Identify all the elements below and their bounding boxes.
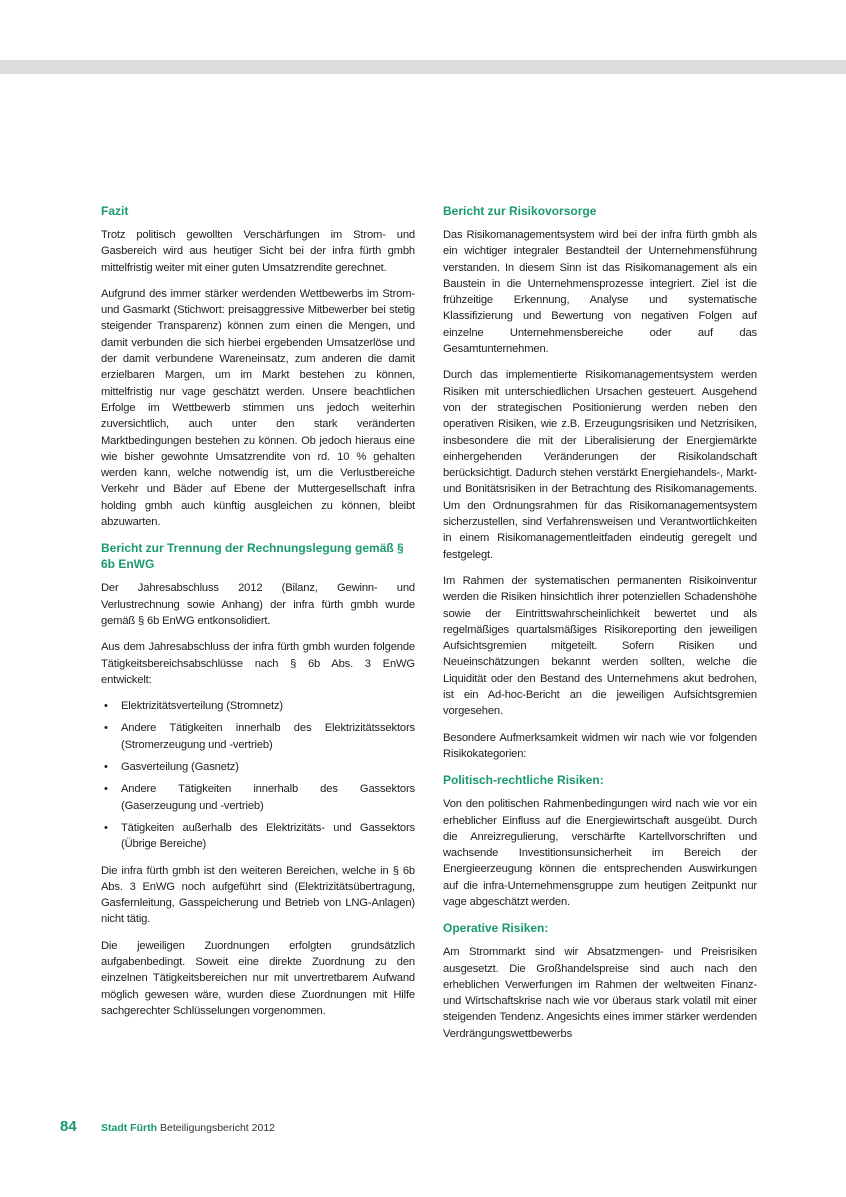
trennung-paragraph-4: Die jeweiligen Zuordnungen erfolgten grundsätzlich aufgabenbedingt. Soweit eine direkte Zuordnung zu den einzelnen Tätigkeitsbereichen nur mit unvertretbarem Aufwand möglich gewesen wäre, wurden diese Zuordnungen mit Hilfe sachgerechter Schlüsselungen vorgenommen.	[101, 939, 415, 1017]
bullet-icon: •	[104, 821, 108, 834]
heading-politisch: Politisch-rechtliche Risiken:	[443, 773, 604, 788]
right-column	[443, 203, 757, 1052]
bullet-icon: •	[104, 722, 108, 735]
operativ-paragraph: Am Strommarkt sind wir Absatzmengen- und Preisrisiken ausgesetzt. Die Großhandelspreise sind auch nach den erheblichen Verwerfungen im Rahmen der weltweiten Finanz- und Wirtschaftskrise nach wie vor überaus stark volatil mit einer steigenden Tendenz. Angesichts eines immer stärker werdenden Verdrängungswettbewerbs	[443, 946, 757, 1040]
bullet-icon: •	[104, 700, 108, 713]
heading-fazit: Fazit	[101, 204, 129, 218]
risiko-paragraph-3: Im Rahmen der systematischen permanenten Risikoinventur werden die Risiken hinsichtlich ihrer potenziellen Schadenshöhe sowie der Eintrittswahrscheinlichkeit bewertet und als regelmäßiges quartalsmäßiges Risikoreporting den jeweiligen Aufsichtsgremien mitgeteilt. Sofern Risiken und Neueinschätzungen bekannt werden sollten, welche die Liquidität oder den Bestand des Unternehmens akut bedrohen, ist ein Ad-hoc-Bericht an die jeweiligen Aufsichtsgremien vorgesehen.	[443, 574, 757, 718]
list-item: • Andere Tätigkeiten innerhalb des Elektrizitätssektors (Stromerzeugung und -vertrieb)	[104, 722, 415, 751]
left-column	[101, 203, 415, 1029]
heading-trennung: Bericht zur Trennung der Rechnungslegung gemäß § 6b EnWG	[101, 541, 404, 572]
trennung-paragraph-3: Die infra fürth gmbh ist den weiteren Bereichen, welche in § 6b Abs. 3 EnWG noch aufgeführt sind (Elektrizitätsübertragung, Gasfernleitung, Gasspeicherung und Betrieb von LNG-Anlagen) nicht tätig.	[101, 864, 415, 926]
risiko-paragraph-2: Durch das implementierte Risikomanagementsystem werden Risiken mit unterschiedlichen Ursachen gesteuert. Ausgehend von der strategischen Positionierung werden neben den operativen Risiken, wie z.B. Erzeugungsrisiken und Netzrisiken, insbesondere die mit der Liberalisierung der Energiemärkte einhergehenden Veränderungen der Risikolandschaft berücksichtigt. Dadurch stehen verstärkt Energiehandels-, Markt- und Bonitätsrisiken in der Betrachtung des Risikomanagements. Um den Ordnungsrahmen für das Risikomanagementsystem sicherzustellen, sind Verfahrensweisen und Verantwortlichkeiten in einem Risikomanagementleitfaden eindeutig geregelt und festgelegt.	[443, 369, 757, 561]
heading-operativ: Operative Risiken:	[443, 921, 549, 936]
risiko-paragraph-1: Das Risikomanagementsystem wird bei der infra fürth gmbh als ein wichtiger integraler Bestandteil der Unternehmensführung verstanden. In diesem Sinn ist das Risikomanagement als ein Baustein in die Unternehmensprozesse integriert. Ziel ist die frühzeitige Erkennung, Analyse und systematische Klassifizierung und Bewertung von negativen Folgen auf einzelne Unternehmensbereiche oder auf das Gesamtunternehmen.	[443, 229, 757, 356]
activity-list	[101, 698, 415, 852]
heading-risikovorsorge: Bericht zur Risikovorsorge	[443, 204, 597, 218]
trennung-paragraph-1: Der Jahresabschluss 2012 (Bilanz, Gewinn- und Verlustrechnung sowie Anhang) der infra fürth gmbh wurde gemäß § 6b EnWG entkonsolidiert.	[101, 582, 415, 627]
list-item: • Elektrizitätsverteilung (Stromnetz)	[101, 698, 415, 714]
fazit-paragraph-1: Trotz politisch gewollten Verschärfungen im Strom- und Gasbereich wird aus heutiger Sicht bei der infra fürth gmbh mittelfristig weiter mit einer guten Umsatzrendite gerechnet.	[101, 229, 415, 274]
bullet-icon: •	[104, 783, 108, 796]
list-item: • Gasverteilung (Gasnetz)	[101, 759, 415, 775]
politisch-paragraph: Von den politischen Rahmenbedingungen wird nach wie vor ein erheblicher Einfluss auf die Energiewirtschaft ausgeübt. Durch die Anreizregulierung, verschärfte Kartellvorschriften und wachsende Investitionsunsicherheit im Bereich der Energieerzeugung können die entsprechenden Auswirkungen auf die infra-Unternehmensgruppe zum heutigen Zeitpunkt nur vage abgeschätzt werden.	[443, 798, 757, 908]
list-item: • Tätigkeiten außerhalb des Elektrizitäts- und Gassektors (Übrige Bereiche)	[104, 821, 415, 851]
page-number: 84	[60, 1118, 77, 1135]
footer-subtitle: Beteiligungsbericht 2012	[160, 1122, 275, 1134]
top-gray-band	[0, 60, 846, 74]
list-item: • Andere Tätigkeiten innerhalb des Gassektors (Gaserzeugung und -vertrieb)	[104, 783, 415, 812]
footer-brand: Stadt Fürth	[101, 1122, 157, 1134]
risiko-paragraph-4: Besondere Aufmerksamkeit widmen wir nach wie vor folgenden Risikokategorien:	[443, 731, 757, 760]
trennung-paragraph-2: Aus dem Jahresabschluss der infra fürth gmbh wurden folgende Tätigkeitsbereichsabschlüsse nach § 6b Abs. 3 EnWG entwickelt:	[101, 641, 415, 686]
page-footer	[60, 1118, 275, 1135]
fazit-paragraph-2: Aufgrund des immer stärker werdenden Wettbewerbs im Strom- und Gasmarkt (Stichwort: preisaggressive Mitbewerber bei stetig steigender Transparenz) können zum einen die Mengen, und damit verbunden die sich hierbei ergebenden Umsatzerlöse und der damit verbundene Wareneinsatz, zum anderen die damit erzielbaren Margen, um im Markt bestehen zu können, mittelfristig nur vage geschätzt werden. Unsere beachtlichen Erfolge im Wettbewerb stimmen uns jedoch weiterhin zuversichtlich, auch unter den stark veränderten Marktbedingungen bestehen zu können. Ob jedoch hieraus eine wie bisher gewohnte Umsatzrendite von rd. 10 % gehalten werden kann, welche notwendig ist, um die Verlustbereiche Verkehr und Bäder auf Ebene der Muttergesellschaft infra holding gmbh auch künftig ausgleichen zu können, bleibt abzuwarten.	[101, 287, 415, 529]
bullet-icon: •	[104, 761, 108, 774]
